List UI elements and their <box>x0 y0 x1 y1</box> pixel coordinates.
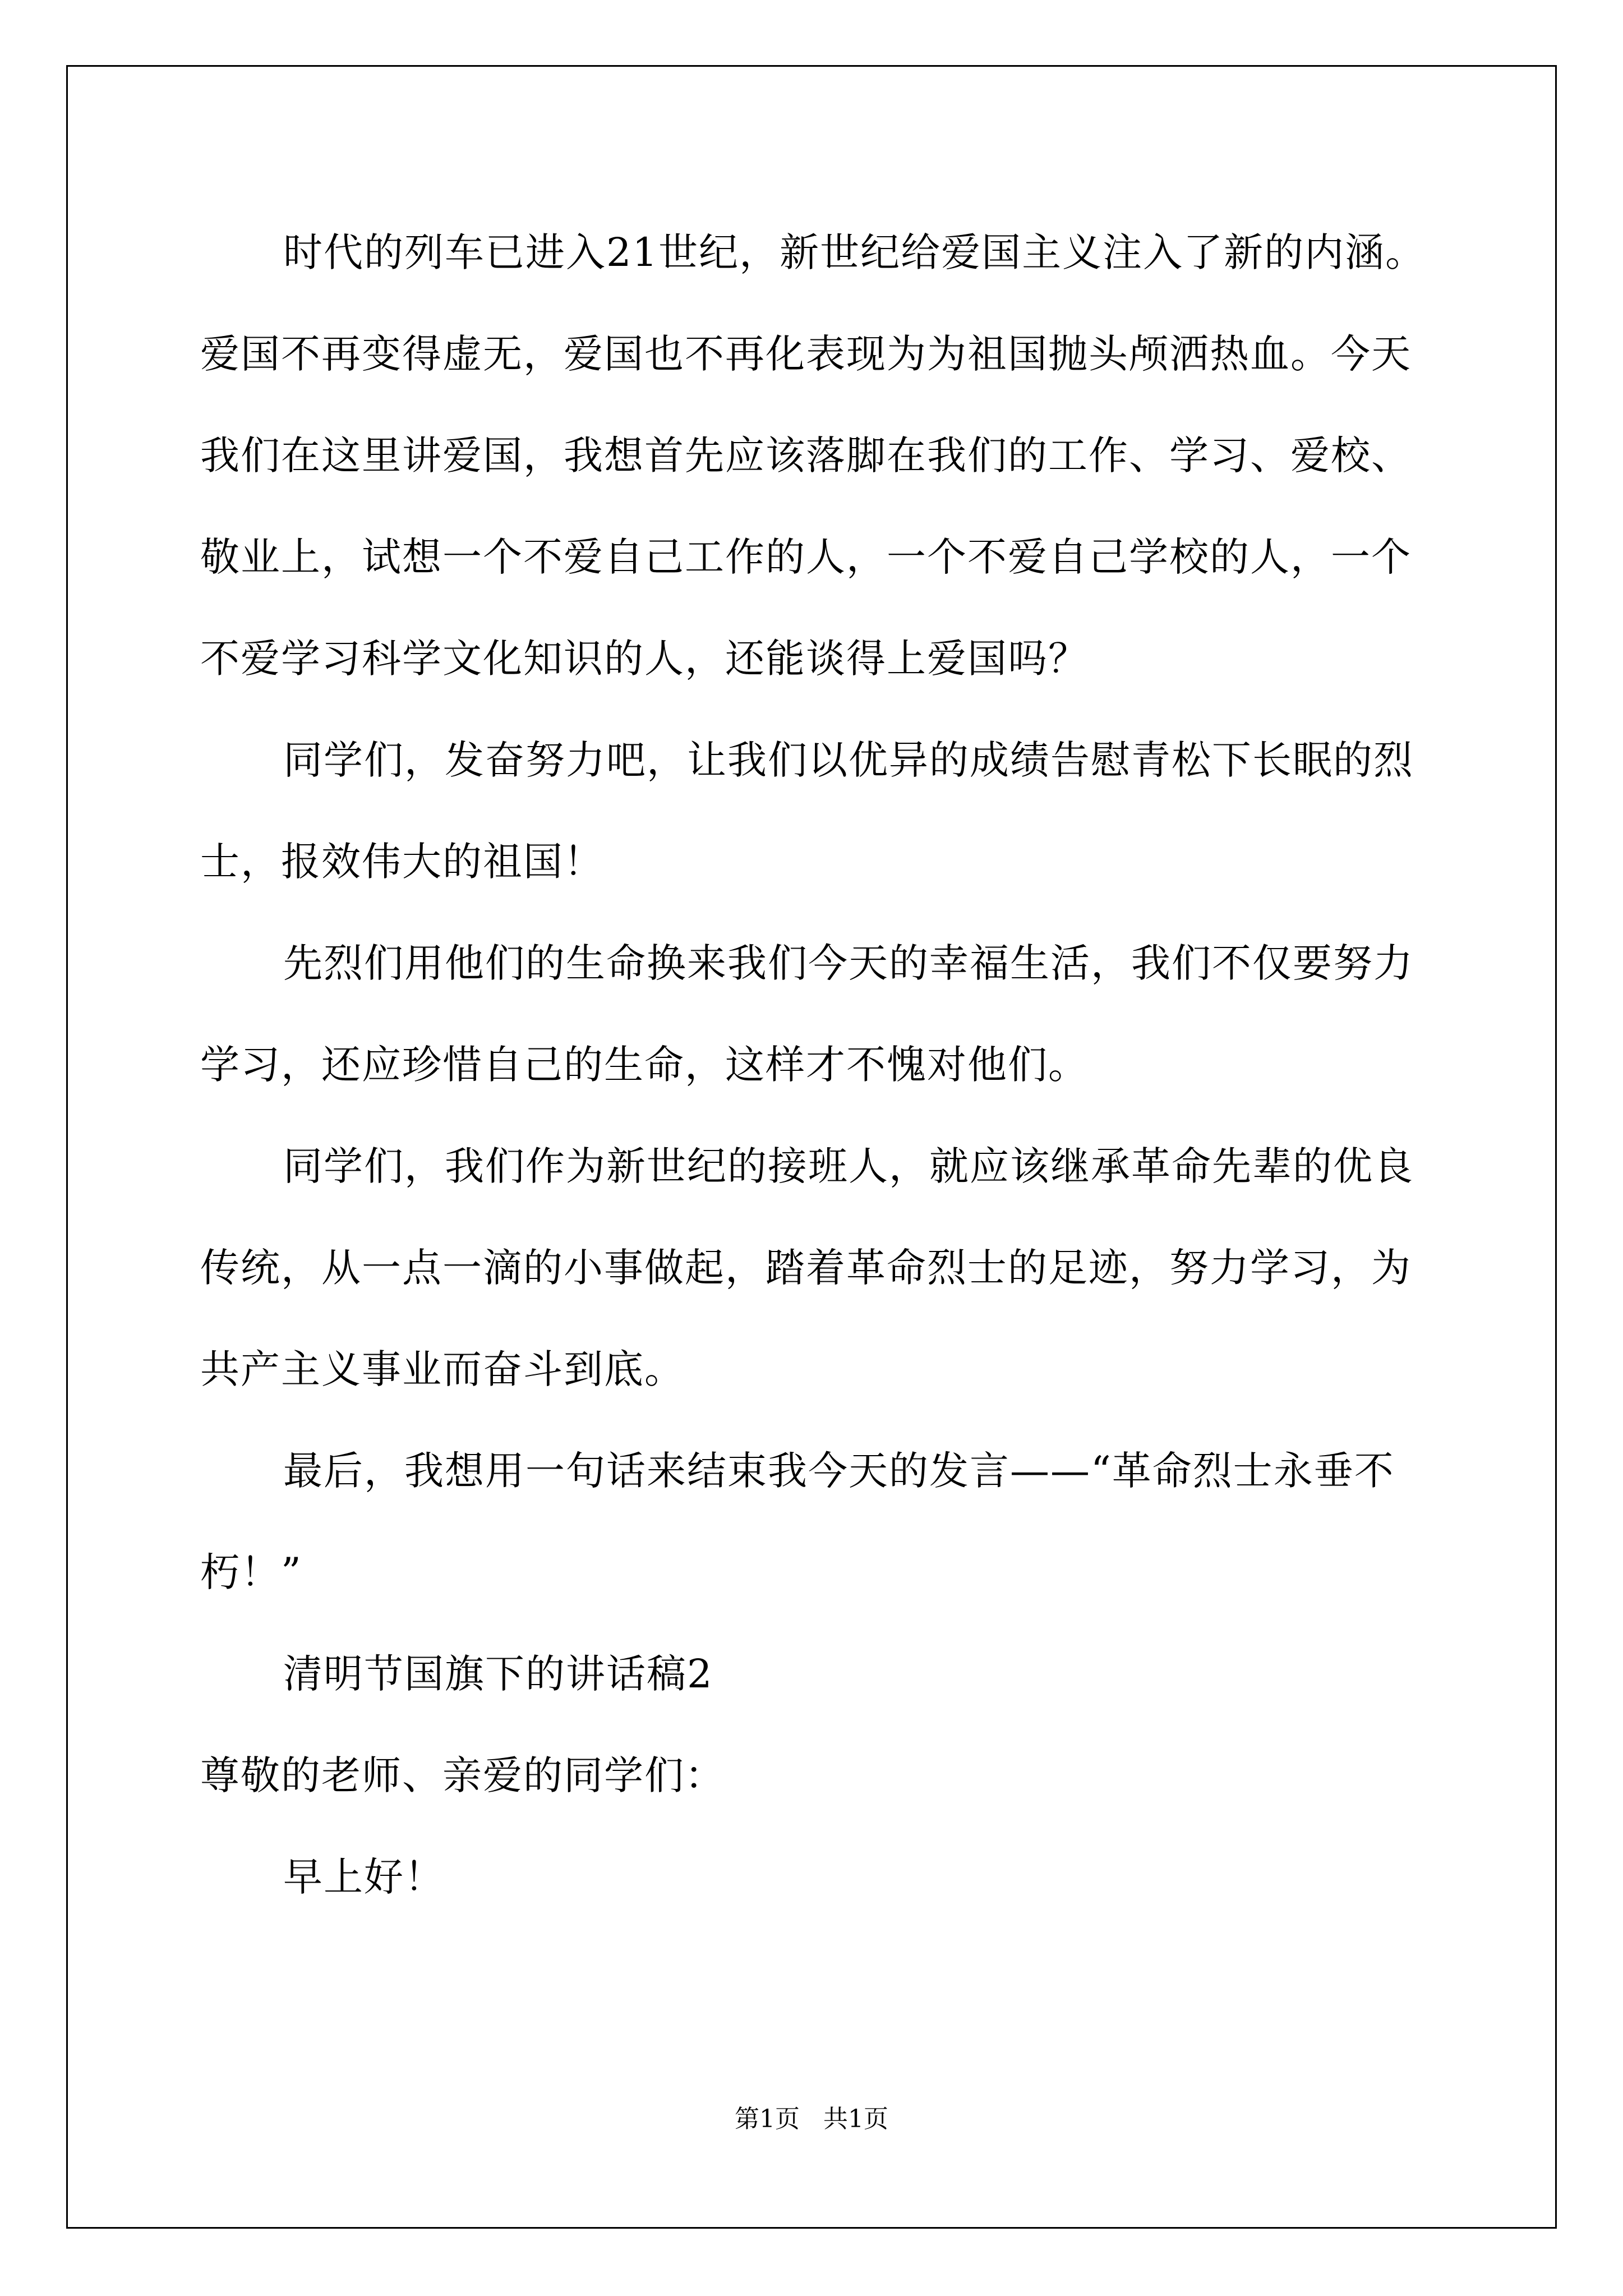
section-title: 清明节国旗下的讲话稿2 <box>283 1651 713 1697</box>
paragraph-line: 共产主义事业而奋斗到底。 <box>200 1346 685 1392</box>
paragraph-line: 我们在这里讲爱国，我想首先应该落脚在我们的工作、学习、爱校、 <box>200 432 1412 478</box>
salutation: 尊敬的老师、亲爱的同学们： <box>200 1752 725 1798</box>
document-body <box>200 202 1434 1928</box>
paragraph-line: 先烈们用他们的生命换来我们今天的幸福生活，我们不仅要努力 <box>283 940 1414 986</box>
paragraph-line: 时代的列车已进入21世纪，新世纪给爱国主义注入了新的内涵。 <box>283 229 1426 275</box>
paragraph-line: 学习，还应珍惜自己的生命，这样才不愧对他们。 <box>200 1042 1089 1088</box>
paragraph-line: 爱国不再变得虚无，爱国也不再化表现为为祖国抛头颅洒热血。今天 <box>200 331 1412 377</box>
paragraph-line: 传统，从一点一滴的小事做起，踏着革命烈士的足迹，努力学习，为 <box>200 1245 1412 1291</box>
paragraph-line: 同学们，发奋努力吧，让我们以优异的成绩告慰青松下长眠的烈 <box>283 737 1414 783</box>
paragraph-line: 敬业上，试想一个不爱自己工作的人，一个不爱自己学校的人，一个 <box>200 534 1412 580</box>
paragraph-line: 最后，我想用一句话来结束我今天的发言——“革命烈士永垂不 <box>283 1448 1395 1494</box>
paragraph-line: 士，报效伟大的祖国！ <box>200 839 604 885</box>
paragraph-line: 朽！” <box>200 1549 302 1595</box>
paragraph-line: 不爱学习科学文化知识的人，还能谈得上爱国吗？ <box>200 636 1089 682</box>
paragraph-line: 同学们，我们作为新世纪的接班人，就应该继承革命先辈的优良 <box>283 1143 1414 1189</box>
greeting: 早上好！ <box>283 1854 445 1900</box>
page-footer: 第1页 共1页 <box>735 2105 888 2133</box>
